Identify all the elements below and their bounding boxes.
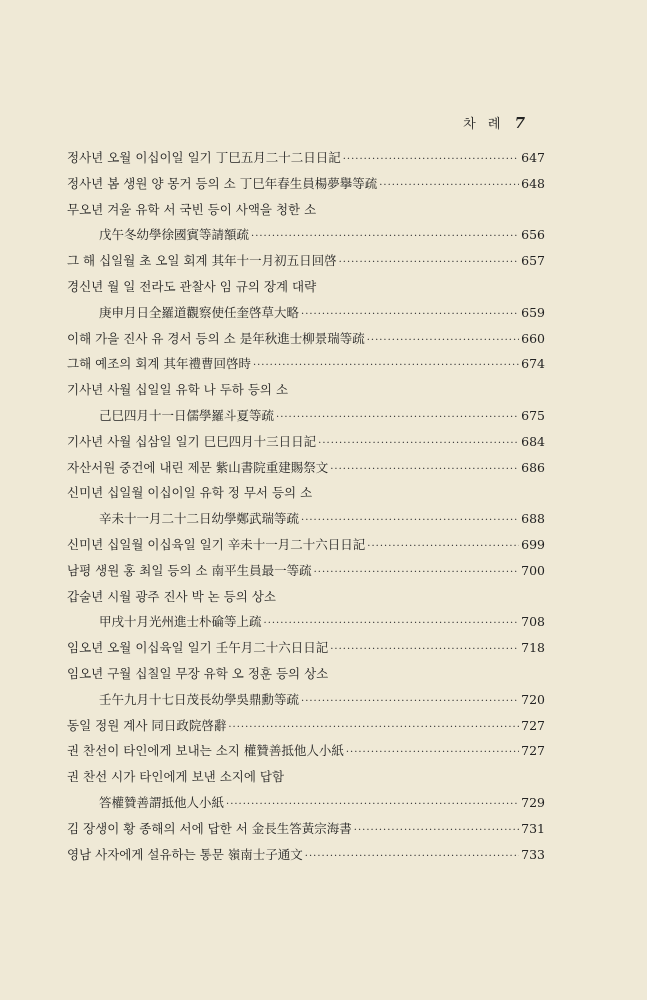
toc-entry	[67, 713, 545, 739]
entry-page: 657	[521, 253, 545, 269]
entry-page: 647	[521, 150, 545, 165]
entry-title: 壬午九月十七日茂長幼學吳鼎勳等疏	[99, 691, 300, 707]
entry-page: 684	[521, 433, 545, 449]
leader-dots	[346, 740, 519, 766]
entry-title: 무오년 겨울 유학 서 국빈 등이 사액을 청한 소	[67, 201, 317, 217]
entry-title: 권 찬선이 타인에게 보내는 소지 權贊善抵他人小紙	[67, 743, 344, 759]
entry-title: 그해 예조의 회계 其年禮曹回啓時	[67, 356, 251, 372]
toc-entry	[67, 609, 545, 635]
toc-entry	[67, 506, 545, 532]
entry-page: 729	[521, 794, 545, 810]
toc-entry	[67, 197, 545, 223]
toc-entry	[67, 584, 545, 610]
entry-page: 656	[521, 227, 545, 243]
leader-dots	[367, 328, 519, 354]
toc-entry	[67, 790, 545, 816]
entry-page: 660	[521, 330, 545, 346]
entry-title: 정사년 오월 이십이일 일기 丁巳五月二十二日日記	[67, 150, 341, 165]
leader-dots	[354, 818, 519, 844]
toc-entry	[67, 403, 545, 429]
toc-entry	[67, 222, 545, 248]
toc-entry	[67, 764, 545, 790]
leader-dots	[314, 560, 520, 586]
entry-title: 임오년 오월 이십육일 일기 壬午月二十六日日記	[67, 640, 329, 656]
leader-dots	[343, 147, 519, 173]
entry-title: 신미년 십일월 이십이일 유학 정 무서 등의 소	[67, 485, 313, 501]
entry-title: 김 장생이 황 종해의 서에 답한 서 金長生答黃宗海書	[67, 820, 352, 836]
toc-entry	[67, 171, 545, 197]
entry-title: 그 해 십일월 초 오일 회계 其年十一月初五日回啓	[67, 253, 337, 269]
entry-page: 700	[521, 562, 545, 578]
entry-page: 720	[521, 691, 545, 707]
entry-title: 答權贊善謂抵他人小紙	[99, 794, 225, 810]
toc-entry	[67, 532, 545, 558]
leader-dots	[301, 302, 519, 328]
entry-title: 동일 정원 계사 同日政院啓辭	[67, 717, 227, 733]
table-of-contents	[67, 145, 545, 867]
running-head	[463, 113, 525, 132]
entry-title: 자산서원 중건에 내린 제문 紫山書院重建賜祭文	[67, 459, 329, 475]
entry-title: 기사년 사월 십일일 유학 나 두하 등의 소	[67, 382, 289, 398]
toc-entry	[67, 145, 545, 171]
toc-entry	[67, 635, 545, 661]
leader-dots	[276, 405, 519, 431]
toc-entry	[67, 842, 545, 868]
entry-page: 659	[521, 304, 545, 320]
leader-dots	[330, 457, 519, 483]
entry-title: 甲戌十月光州進士朴碖等上疏	[99, 614, 262, 630]
entry-page: 727	[521, 743, 545, 759]
toc-entry	[67, 738, 545, 764]
entry-page: 708	[521, 614, 545, 630]
entry-page: 718	[521, 640, 545, 656]
leader-dots	[339, 250, 520, 276]
entry-page: 731	[521, 820, 545, 836]
entry-page: 688	[521, 511, 545, 527]
leader-dots	[251, 224, 519, 250]
entry-title: 戊午冬幼學徐國賓等請額疏	[99, 227, 250, 243]
toc-entry	[67, 300, 545, 326]
leader-dots	[264, 611, 520, 637]
toc-entry	[67, 816, 545, 842]
entry-title: 己巳四月十一日儒學羅斗夏等疏	[99, 407, 275, 423]
leader-dots	[330, 637, 519, 663]
leader-dots	[301, 689, 519, 715]
entry-title: 임오년 구월 십칠일 무장 유학 오 정훈 등의 상소	[67, 665, 329, 681]
leader-dots	[367, 534, 519, 560]
entry-title: 辛未十一月二十二日幼學鄭武瑞等疏	[99, 511, 300, 527]
entry-title: 영남 사자에게 설유하는 통문 嶺南士子通文	[67, 846, 303, 862]
entry-title: 신미년 십일월 이십육일 일기 辛未十一月二十六日日記	[67, 536, 366, 552]
entry-page: 686	[521, 459, 545, 475]
toc-entry	[67, 455, 545, 481]
leader-dots	[228, 715, 519, 741]
toc-entry	[67, 248, 545, 274]
leader-dots	[301, 508, 519, 534]
toc-entry	[67, 687, 545, 713]
toc-entry	[67, 429, 545, 455]
entry-title: 기사년 사월 십삼일 일기 巳巳四月十三日日記	[67, 433, 317, 449]
toc-entry	[67, 326, 545, 352]
toc-entry	[67, 274, 545, 300]
leader-dots	[226, 792, 519, 818]
entry-title: 권 찬선 시가 타인에게 보낸 소지에 답함	[67, 769, 285, 785]
entry-title: 갑술년 시월 광주 진사 박 논 등의 상소	[67, 588, 276, 604]
entry-page: 727	[521, 717, 545, 733]
entry-title: 정사년 봄 생원 양 몽거 등의 소 丁巳年春生員楊夢擧等疏	[67, 175, 378, 191]
page-number: 7	[514, 114, 525, 132]
section-title: 차 례	[463, 117, 505, 132]
toc-entry	[67, 661, 545, 687]
entry-title: 경신년 월 일 전라도 관찰사 임 규의 장계 대략	[67, 278, 317, 294]
toc-entry	[67, 351, 545, 377]
entry-page: 733	[521, 846, 545, 862]
toc-entry	[67, 377, 545, 403]
leader-dots	[379, 173, 519, 199]
entry-title: 庚申月日全羅道觀察使任奎啓草大略	[99, 304, 300, 320]
entry-page: 699	[521, 536, 545, 552]
leader-dots	[253, 353, 519, 379]
entry-page: 648	[521, 175, 545, 191]
entry-page: 674	[521, 356, 545, 372]
entry-title: 남평 생원 홍 최일 등의 소 南平生員最一等疏	[67, 562, 312, 578]
entry-page: 675	[521, 407, 545, 423]
toc-entry	[67, 558, 545, 584]
entry-title: 이해 가을 진사 유 경서 등의 소 是年秋進士柳景瑞等疏	[67, 330, 365, 346]
leader-dots	[318, 431, 519, 457]
toc-entry	[67, 480, 545, 506]
leader-dots	[305, 844, 519, 870]
